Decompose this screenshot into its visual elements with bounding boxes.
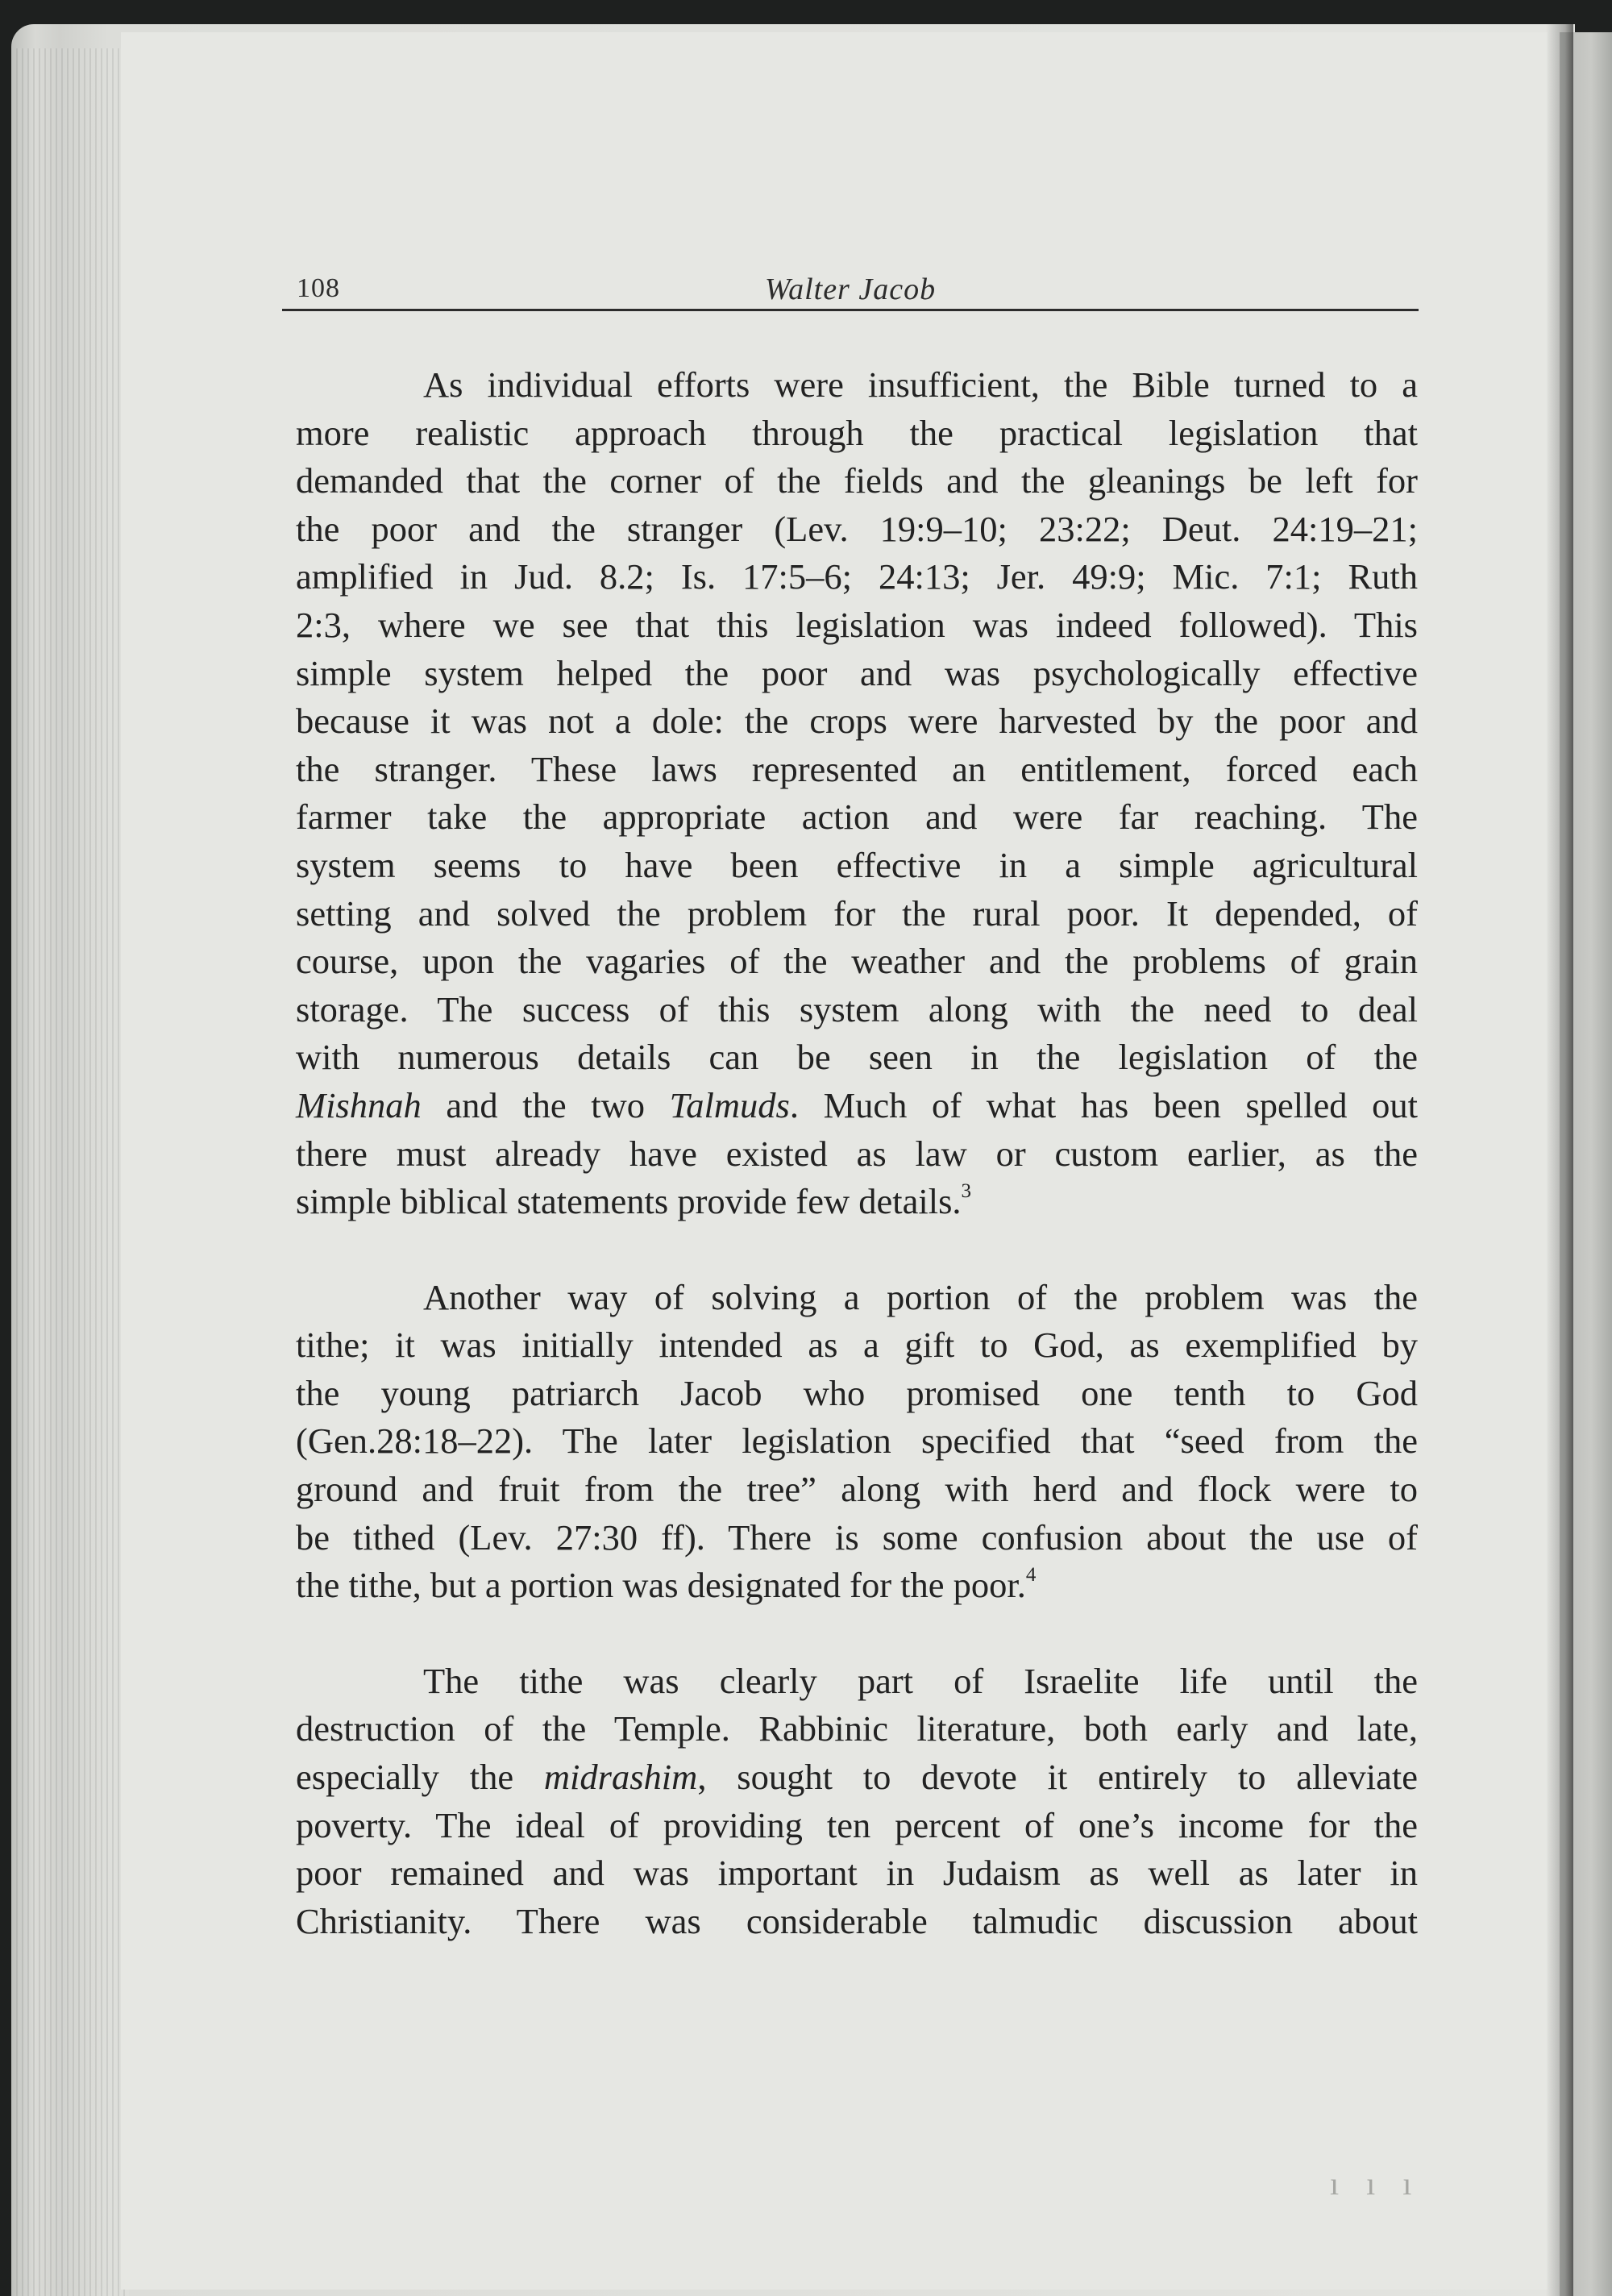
text-run: , sought to devote it entirely to alleviate (697, 1757, 1419, 1798)
text-line: farmer take the appropriate action and were far reaching. The (296, 797, 1418, 838)
text-line: poverty. The ideal of providing ten percent of one’s income for the (296, 1804, 1418, 1845)
text-line: (Gen.28:18–22). The later legislation specified that “seed from the (296, 1420, 1418, 1462)
text-run: and the two (421, 1084, 670, 1125)
text-line: the young patriarch Jacob who promised one tenth to God (296, 1372, 1418, 1413)
text-run: especially the (296, 1757, 544, 1798)
text-run: simple biblical statements provide few details. (296, 1181, 962, 1222)
gutter-shadow (1546, 24, 1573, 2296)
page-number: 108 (297, 273, 340, 303)
text-line: Christianity. There was considerable talmudic discussion about (296, 1900, 1418, 1941)
body-text (296, 361, 1418, 1945)
footnote-marker: 3 (961, 1180, 972, 1203)
text-line: The tithe was clearly part of Israelite life until the (423, 1660, 1418, 1701)
text-line: ground and fruit from the tree” along with herd and flock were to (296, 1469, 1418, 1510)
text-line: storage. The success of this system along with the need to deal (296, 988, 1418, 1029)
text-line: be tithed (Lev. 27:30 ff). There is some confusion about the use of (296, 1516, 1418, 1558)
text-line: more realistic approach through the practical legislation that (296, 412, 1418, 453)
text-line: simple system helped the poor and was psychologically effective (296, 652, 1418, 693)
italic-term: midrashim (543, 1757, 698, 1798)
text-run: . Much of what has been spelled out (789, 1084, 1418, 1125)
text-line: the poor and the stranger (Lev. 19:9–10; 23:22; Deut. 24:19–21; (296, 508, 1418, 549)
text-line: tithe; it was initially intended as a gift to God, as exemplified by (296, 1325, 1418, 1366)
page-edges (16, 48, 129, 2296)
text-line: Another way of solving a portion of the problem was the (423, 1276, 1418, 1317)
text-line: amplified in Jud. 8.2; Is. 17:5–6; 24:13; Jer. 49:9; Mic. 7:1; Ruth (296, 556, 1418, 597)
footnote-marker: 4 (1025, 1564, 1037, 1587)
italic-title: Mishnah (296, 1084, 422, 1125)
text-run: the tithe, but a portion was designated for the poor. (296, 1565, 1026, 1606)
text-line-last (296, 1562, 1418, 1610)
text-line: the stranger. These laws represented an entitlement, forced each (296, 748, 1418, 789)
text-line-last (296, 1178, 1418, 1226)
running-header (282, 270, 1419, 311)
text-line-mixed (296, 1082, 1418, 1130)
text-line: with numerous details can be seen in the legislation of the (296, 1037, 1418, 1078)
text-line: there must already have existed as law or custom earlier, as the (296, 1133, 1418, 1174)
text-line: demanded that the corner of the fields and the gleanings be left for (296, 460, 1418, 501)
paragraph-2 (296, 1274, 1418, 1610)
text-line: destruction of the Temple. Rabbinic literature, both early and late, (296, 1708, 1418, 1749)
text-line: poor remained and was important in Judaism as well as later in (296, 1853, 1418, 1894)
paragraph-3 (296, 1658, 1418, 1946)
page-corner-mark: ı ı ı (1330, 2165, 1422, 2202)
text-line: 2:3, where we see that this legislation was indeed followed). This (296, 604, 1418, 645)
running-head-author: Walter Jacob (764, 272, 937, 306)
paragraph-1 (296, 361, 1418, 1226)
text-line: because it was not a dole: the crops were harvested by the poor and (296, 701, 1418, 742)
text-line: setting and solved the problem for the rural poor. It depended, of (296, 892, 1418, 934)
italic-title: Talmuds (669, 1084, 790, 1125)
text-line-mixed (296, 1753, 1418, 1802)
text-line: system seems to have been effective in a simple agricultural (296, 844, 1418, 885)
text-line: As individual efforts were insufficient, the Bible turned to a (423, 364, 1418, 405)
text-line: course, upon the vagaries of the weather and the problems of grain (296, 941, 1418, 982)
